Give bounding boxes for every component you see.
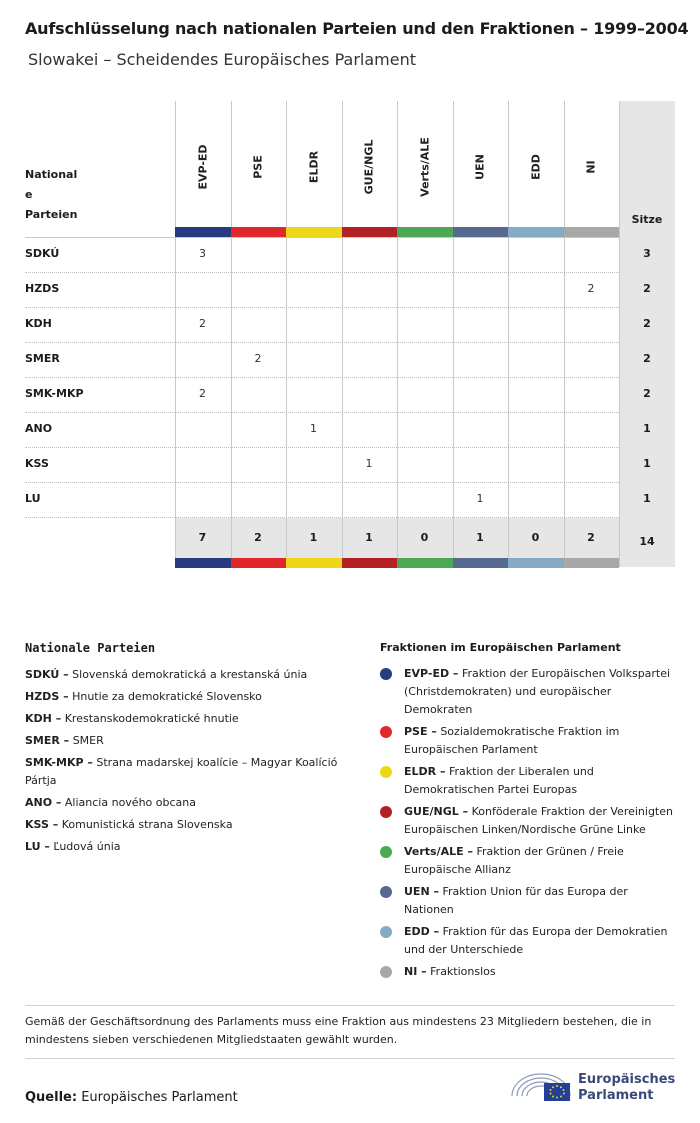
- seat-cell: 2: [254, 352, 262, 365]
- table-row: [25, 482, 675, 517]
- group-color-bar: [286, 558, 342, 568]
- color-dot-icon: [380, 806, 392, 818]
- legend-item: GUE/NGL – Konföderale Fraktion der Vereinigten Europäischen Linken/Nordische Grüne Linke: [380, 803, 680, 839]
- legend-item: SMER – SMER: [25, 734, 104, 747]
- group-header: GUE/NGL: [362, 139, 376, 195]
- group-color-bar: [453, 227, 509, 237]
- color-dot-icon: [380, 766, 392, 778]
- seat-cell: 1: [476, 492, 484, 505]
- row-total: 3: [643, 247, 651, 260]
- legend-item: ELDR – Fraktion der Liberalen und Demokratischen Partei Europas: [380, 763, 680, 799]
- row-total: 2: [643, 317, 651, 330]
- group-color-bar: [231, 227, 287, 237]
- group-total: 0: [531, 531, 540, 544]
- color-dot-icon: [380, 726, 392, 738]
- table-row: [25, 272, 675, 307]
- table-row: [25, 377, 675, 412]
- table-row: [25, 237, 675, 272]
- footnote: Gemäß der Geschäftsordnung des Parlaments muss eine Fraktion aus mindestens 23 Mitgliedern bestehen, die in mindestens sieben verschiedenen Mitgliedstaaten gewählt wurden.: [25, 1015, 652, 1046]
- legend-item: LU – Ľudová únia: [25, 840, 121, 853]
- seat-cell: 2: [199, 387, 206, 400]
- grand-total: 14: [639, 535, 655, 548]
- party-name: SMER: [25, 352, 60, 365]
- logo-wordmark: Europäisches Parlament: [578, 1072, 676, 1103]
- party-column-header: National e Parteien: [25, 168, 78, 221]
- party-name: SDKÚ: [25, 247, 60, 260]
- group-total: 2: [254, 531, 262, 544]
- group-color-bar: [508, 227, 564, 237]
- row-total: 2: [643, 387, 651, 400]
- group-total: 1: [476, 531, 484, 544]
- legend-item: SDKÚ – Slovenská demokratická a krestanská únia: [25, 668, 308, 681]
- seat-cell: 2: [587, 282, 595, 295]
- party-name: ANO: [25, 422, 53, 435]
- color-dot-icon: [380, 926, 392, 938]
- legend-item: UEN – Fraktion Union für das Europa der Nationen: [380, 883, 680, 919]
- group-total: 2: [587, 531, 595, 544]
- group-total: 7: [198, 531, 207, 544]
- color-dot-icon: [380, 846, 392, 858]
- divider: [25, 1005, 675, 1006]
- row-total: 1: [643, 457, 651, 470]
- group-color-bar: [564, 227, 620, 237]
- legend-item: EVP-ED – Fraktion der Europäischen Volkspartei (Christdemokraten) und europäischer Demokraten: [380, 665, 680, 719]
- divider: [25, 1058, 675, 1059]
- group-header: EVP-ED: [196, 144, 209, 190]
- party-name: KSS: [25, 457, 49, 470]
- row-separator: [25, 517, 619, 518]
- group-header: EDD: [529, 154, 542, 180]
- seat-cell: 1: [365, 457, 373, 470]
- group-color-bar: [175, 558, 231, 568]
- row-total: 2: [643, 352, 651, 365]
- national-parties-legend: [25, 641, 345, 860]
- national-parties-legend-title: Nationale Parteien: [25, 641, 156, 655]
- legend-item: NI – Fraktionslos: [380, 963, 680, 981]
- row-total: 2: [643, 282, 651, 295]
- european-parliament-logo: [508, 1066, 678, 1106]
- page-title: Aufschlüsselung nach nationalen Parteien und den Fraktionen – 1999–2004: [25, 19, 689, 38]
- legend-item: PSE – Sozialdemokratische Fraktion im Europäischen Parlament: [380, 723, 680, 759]
- group-color-bar: [231, 558, 287, 568]
- party-name: HZDS: [25, 282, 60, 295]
- group-color-bar: [564, 558, 620, 568]
- parliament-hemicycle-icon: [508, 1066, 574, 1104]
- group-header: ELDR: [307, 150, 320, 184]
- group-color-bar: [397, 227, 453, 237]
- legend-item: SMK-MKP – Strana madarskej koalície – Magyar Koalíció Pártja: [25, 756, 338, 787]
- group-color-bar: [175, 227, 231, 237]
- seat-cell: 3: [199, 247, 206, 260]
- seat-cell: 1: [310, 422, 317, 435]
- group-color-bar: [286, 227, 342, 237]
- group-color-bar: [342, 558, 398, 568]
- group-header: NI: [584, 160, 598, 174]
- political-groups-legend-title: Fraktionen im Europäischen Parlament: [380, 641, 621, 654]
- group-header: PSE: [251, 155, 265, 179]
- legend-item: KDH – Krestanskodemokratické hnutie: [25, 712, 239, 725]
- political-groups-legend: [380, 641, 680, 985]
- color-dot-icon: [380, 668, 392, 680]
- group-header: Verts/ALE: [418, 137, 431, 197]
- table-row: [25, 307, 675, 342]
- page-subtitle: Slowakei – Scheidendes Europäisches Parlament: [28, 50, 416, 69]
- group-total: 1: [365, 531, 373, 544]
- group-total: 0: [420, 531, 429, 544]
- legend-item: EDD – Fraktion für das Europa der Demokratien und der Unterschiede: [380, 923, 680, 959]
- group-header: UEN: [473, 154, 487, 180]
- table-row: [25, 342, 675, 377]
- party-name: LU: [25, 492, 41, 505]
- legend-item: ANO – Aliancia nového obcana: [25, 796, 196, 809]
- row-total: 1: [643, 422, 651, 435]
- table-row: [25, 412, 675, 447]
- color-dot-icon: [380, 966, 392, 978]
- seats-column-header: Sitze: [631, 213, 663, 226]
- seat-cell: 2: [199, 317, 206, 330]
- source-line: [25, 1090, 238, 1105]
- source-label: Quelle:: [25, 1090, 78, 1105]
- group-total: 1: [309, 531, 318, 544]
- source-value: Europäisches Parlament: [81, 1090, 238, 1105]
- party-name: SMK-MKP: [25, 387, 84, 400]
- color-dot-icon: [380, 886, 392, 898]
- table-row: [25, 447, 675, 482]
- legend-item: HZDS – Hnutie za demokratické Slovensko: [25, 690, 262, 703]
- group-color-bar: [397, 558, 453, 568]
- legend-item: KSS – Komunistická strana Slovenska: [25, 818, 233, 831]
- party-name: KDH: [25, 317, 52, 330]
- group-color-bar: [342, 227, 398, 237]
- group-color-bar: [453, 558, 509, 568]
- row-total: 1: [643, 492, 651, 505]
- legend-item: Verts/ALE – Fraktion der Grünen / Freie Europäische Allianz: [380, 843, 680, 879]
- group-color-bar: [508, 558, 564, 568]
